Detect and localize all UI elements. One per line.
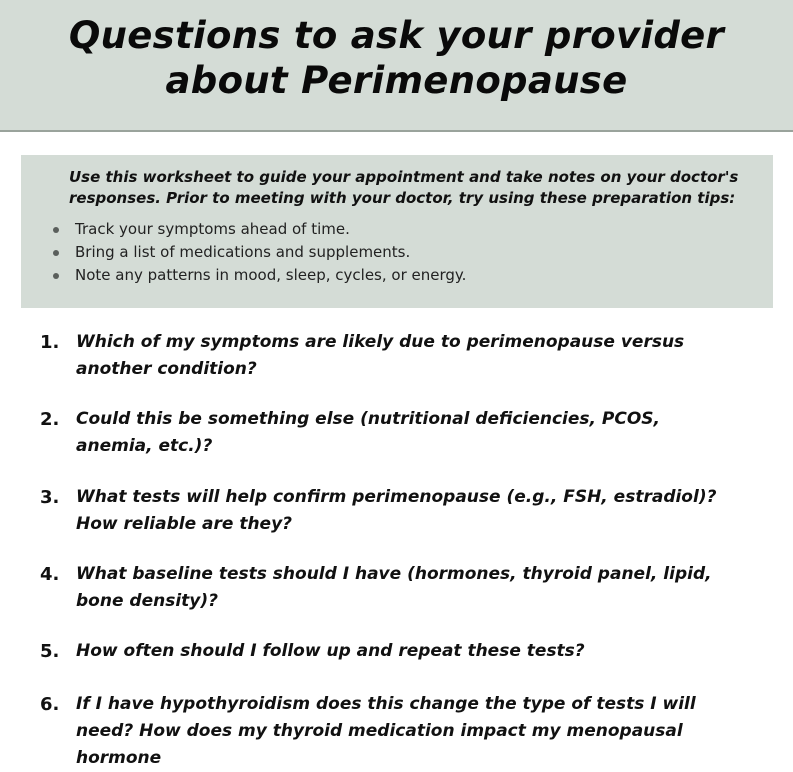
title-banner bbox=[0, 0, 793, 132]
intro-text: Use this worksheet to guide your appointment and take notes on your doctor's responses. Prior to meeting with your doctor, try using these preparation tips: bbox=[69, 168, 739, 207]
question-text: How often should I follow up and repeat these tests? bbox=[76, 641, 585, 661]
intro-box bbox=[21, 155, 773, 308]
bullet-icon bbox=[53, 250, 59, 256]
page-title-line-2: about Perimenopause bbox=[165, 59, 628, 102]
tip-item bbox=[50, 264, 466, 287]
question-number: 5. bbox=[40, 641, 60, 662]
question-number: 2. bbox=[40, 409, 60, 430]
question-text: Could this be something else (nutritional deficiencies, PCOS, anemia, etc.)? bbox=[76, 409, 660, 456]
tip-text: Note any patterns in mood, sleep, cycles, or energy. bbox=[75, 266, 467, 284]
question-number: 4. bbox=[40, 564, 60, 585]
bullet-icon bbox=[53, 227, 59, 233]
tip-text: Bring a list of medications and supplements. bbox=[75, 243, 411, 261]
question-text: What tests will help confirm perimenopause (e.g., FSH, estradiol)? How reliable are they? bbox=[76, 487, 717, 534]
question-text: If I have hypothyroidism does this change the type of tests I will need? How does my thyroid medication impact my menopausal hormone bbox=[76, 694, 696, 768]
question-number: 1. bbox=[40, 332, 60, 353]
tip-item bbox=[50, 241, 466, 264]
question-text: What baseline tests should I have (hormones, thyroid panel, lipid, bone density)? bbox=[76, 564, 712, 611]
bullet-icon bbox=[53, 273, 59, 279]
page-title-line-1: Questions to ask your provider bbox=[68, 14, 725, 57]
question-number: 6. bbox=[40, 694, 60, 715]
tip-text: Track your symptoms ahead of time. bbox=[75, 220, 350, 238]
question-text: Which of my symptoms are likely due to perimenopause versus another condition? bbox=[76, 332, 685, 379]
tips-list bbox=[50, 218, 466, 287]
question-number: 3. bbox=[40, 487, 60, 508]
tip-item bbox=[50, 218, 466, 241]
